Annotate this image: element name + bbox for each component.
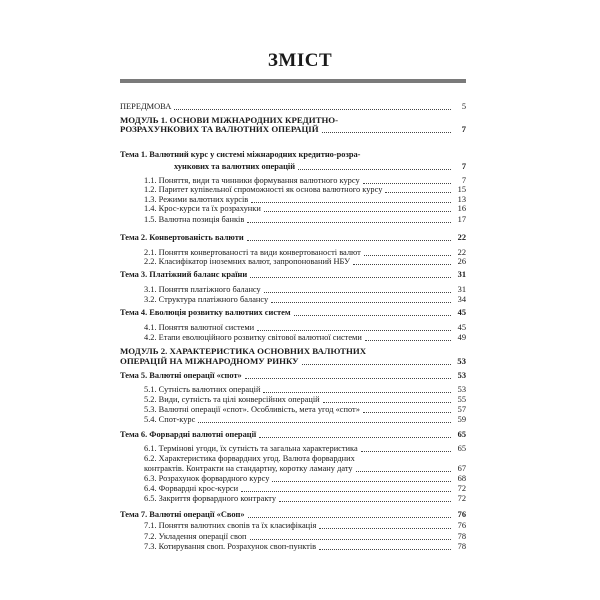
toc-entry-title: 6.5. Закриття форвардного контракту <box>144 494 277 503</box>
toc-entry[interactable] <box>120 405 466 415</box>
dot-leader <box>198 422 451 423</box>
toc-entry[interactable] <box>120 385 466 395</box>
toc-page-number: 59 <box>457 415 466 424</box>
dot-leader <box>353 264 451 265</box>
dot-leader <box>319 528 451 529</box>
toc-entry-title: 5.1. Сутність валютних операцій <box>144 385 261 394</box>
toc-entry-title: 5.2. Види, сутність та цілі конверсійних операцій <box>144 395 320 404</box>
dot-leader <box>245 378 451 379</box>
toc-page-number: 5 <box>461 102 466 111</box>
toc-entry-title: 7.2. Укладення операції своп <box>144 532 247 541</box>
toc-entry-title: 2.1. Поняття конвертованості та види конвертованості валют <box>144 248 361 257</box>
toc-page-number: 7 <box>461 162 466 171</box>
toc-entry[interactable] <box>120 308 466 318</box>
dot-leader <box>174 109 451 110</box>
toc-entry-title: Тема 6. Форвардні валютні операції <box>120 430 257 439</box>
toc-entry[interactable] <box>120 415 466 425</box>
toc-entry[interactable] <box>120 333 466 343</box>
dot-leader <box>247 240 451 241</box>
toc-entry-line: МОДУЛЬ 2. ХАРАКТЕРИСТИКА ОСНОВНИХ ВАЛЮТНИХ <box>120 346 367 356</box>
toc-entry-title: 1.5. Валютна позиція банків <box>144 215 245 224</box>
toc-page-number: 31 <box>457 285 466 294</box>
toc-page-number: 72 <box>457 484 466 493</box>
toc-page-number: 72 <box>457 494 466 503</box>
toc-page-number: 45 <box>457 323 466 332</box>
toc-entry[interactable] <box>120 185 466 195</box>
dot-leader <box>271 302 451 303</box>
toc-entry[interactable] <box>120 323 466 333</box>
toc-page-number: 34 <box>457 295 466 304</box>
toc-page-number: 7 <box>461 176 466 185</box>
toc-entry[interactable] <box>120 357 466 367</box>
toc-page-number: 22 <box>457 233 466 242</box>
toc-entry[interactable] <box>120 270 466 280</box>
toc-page-number: 16 <box>457 204 466 213</box>
toc-entry-title: 6.3. Розрахунок форвардного курсу <box>144 474 270 483</box>
toc-page-number: 49 <box>457 333 466 342</box>
toc-entry[interactable] <box>120 285 466 295</box>
toc-entry[interactable] <box>120 395 466 405</box>
toc-entry-title: контрактів. Контракти на стандартну, коротку ламану дату <box>144 464 353 473</box>
toc-page-number: 26 <box>457 257 466 266</box>
dot-leader <box>247 222 451 223</box>
dot-leader <box>298 169 451 170</box>
toc-entry-title: хункових та валютних операцій <box>174 162 296 171</box>
toc-entry-line: МОДУЛЬ 1. ОСНОВИ МІЖНАРОДНИХ КРЕДИТНО- <box>120 115 339 125</box>
dot-leader <box>294 315 451 316</box>
toc-entry-title: 3.1. Поняття платіжного балансу <box>144 285 261 294</box>
toc-entry[interactable] <box>120 532 466 542</box>
toc-page-number: 76 <box>457 521 466 530</box>
toc-entry[interactable] <box>120 204 466 214</box>
toc-entry-title: Тема 5. Валютні операції «спот» <box>120 371 242 380</box>
toc-page-number: 78 <box>457 532 466 541</box>
dot-leader <box>279 501 451 502</box>
dot-leader <box>319 549 451 550</box>
dot-leader <box>264 292 451 293</box>
toc-entry-title: Тема 2. Конвертованість валюти <box>120 233 244 242</box>
toc-entry-title: 5.4. Спот-курс <box>144 415 196 424</box>
toc-entry[interactable] <box>120 444 466 454</box>
toc-entry[interactable] <box>120 215 466 225</box>
toc-entry-title: Тема 7. Валютні операції «Своп» <box>120 510 245 519</box>
toc-page-number: 45 <box>457 308 466 317</box>
dot-leader <box>250 277 451 278</box>
toc-entry[interactable] <box>120 295 466 305</box>
toc-entry-title: 1.1. Поняття, види та чинники формування валютного курсу <box>144 176 360 185</box>
dot-leader <box>363 412 451 413</box>
toc-page-number: 65 <box>457 444 466 453</box>
toc-entry[interactable] <box>120 257 466 267</box>
dot-leader <box>356 471 451 472</box>
toc-entry-title: 1.2. Паритет купівельної спроможності як основа валютного курсу <box>144 185 383 194</box>
toc-page-number: 53 <box>457 371 466 380</box>
toc-entry-title: 6.1. Термінові угоди, їх сутність та загальна характеристика <box>144 444 358 453</box>
dot-leader <box>385 192 451 193</box>
toc-entry[interactable] <box>120 102 466 112</box>
page-title: ЗМІСТ <box>267 50 333 71</box>
toc-entry[interactable] <box>120 162 466 172</box>
toc-entry-title: 1.4. Крос-курси та їх розрахунки <box>144 204 261 213</box>
toc-entry-title: 7.1. Поняття валютних свопів та їх класифікація <box>144 521 317 530</box>
toc-page-number: 22 <box>457 248 466 257</box>
toc-page-number: 57 <box>457 405 466 414</box>
dot-leader <box>257 330 451 331</box>
toc-entry[interactable] <box>120 494 466 504</box>
dot-leader <box>264 211 451 212</box>
dot-leader <box>363 183 451 184</box>
toc-entry-title: 1.3. Режими валютних курсів <box>144 195 249 204</box>
dot-leader <box>251 202 451 203</box>
dot-leader <box>323 402 451 403</box>
dot-leader <box>322 132 451 133</box>
toc-page-number: 65 <box>457 430 466 439</box>
toc-page-number: 13 <box>457 195 466 204</box>
toc-page-number: 76 <box>457 510 466 519</box>
toc-entry-title: 7.3. Котирування своп. Розрахунок своп-пунктів <box>144 542 317 551</box>
toc-entry[interactable] <box>120 521 466 531</box>
toc-entry[interactable] <box>120 371 466 381</box>
toc-page-number: 55 <box>457 395 466 404</box>
dot-leader <box>365 340 451 341</box>
toc-page-number: 68 <box>457 474 466 483</box>
toc-entry[interactable] <box>120 474 466 484</box>
toc-entry-title: 6.4. Форвардні крос-курси <box>144 484 239 493</box>
toc-page-number: 31 <box>457 270 466 279</box>
toc-page-number: 17 <box>457 215 466 224</box>
dot-leader <box>364 255 451 256</box>
toc-entry[interactable] <box>120 233 466 243</box>
toc-entry[interactable] <box>120 484 466 494</box>
toc-entry[interactable] <box>120 125 466 135</box>
toc-entry-title: 4.2. Етапи еволюційного розвитку світової валютної системи <box>144 333 362 342</box>
toc-entry-title: РОЗРАХУНКОВИХ ТА ВАЛЮТНИХ ОПЕРАЦІЙ <box>120 124 319 134</box>
dot-leader <box>272 481 451 482</box>
toc-entry[interactable] <box>120 542 466 552</box>
dot-leader <box>361 451 451 452</box>
toc-entry[interactable] <box>120 510 466 520</box>
toc-entry-title: 3.2. Структура платіжного балансу <box>144 295 269 304</box>
dot-leader <box>241 491 451 492</box>
toc-entry-title: Тема 4. Еволюція розвитку валютних систем <box>120 308 291 317</box>
toc-entry-title: 4.1. Поняття валютної системи <box>144 323 255 332</box>
toc-page-number: 67 <box>457 464 466 473</box>
toc-entry[interactable] <box>120 430 466 440</box>
toc-entry-title: Тема 3. Платіжний баланс країни <box>120 270 248 279</box>
toc-page-number: 15 <box>457 185 466 194</box>
dot-leader <box>259 437 451 438</box>
toc-page-number: 7 <box>461 124 466 134</box>
dot-leader <box>250 539 451 540</box>
dot-leader <box>248 517 451 518</box>
toc-entry-title: 2.2. Класифікатор іноземних валют, запропонований НБУ <box>144 257 350 266</box>
toc-page-number: 78 <box>457 542 466 551</box>
toc-entry-line: Тема 1. Валютний курс у системі міжнародних кредитно-розра- <box>120 150 361 159</box>
toc-page-number: 53 <box>457 385 466 394</box>
toc-entry[interactable] <box>120 464 466 474</box>
dot-leader <box>302 364 451 365</box>
toc-entry-title: 5.3. Валютні операції «спот». Особливість, мета угод «спот» <box>144 405 360 414</box>
dot-leader <box>263 392 451 393</box>
toc-page-number: 53 <box>457 356 466 366</box>
toc-entry-line: 6.2. Характеристика форвардних угод. Валюта форвардних <box>144 454 355 463</box>
toc-entry-title: ОПЕРАЦІЙ НА МІЖНАРОДНОМУ РИНКУ <box>120 356 299 366</box>
toc-entry-title: ПЕРЕДМОВА <box>120 102 172 111</box>
